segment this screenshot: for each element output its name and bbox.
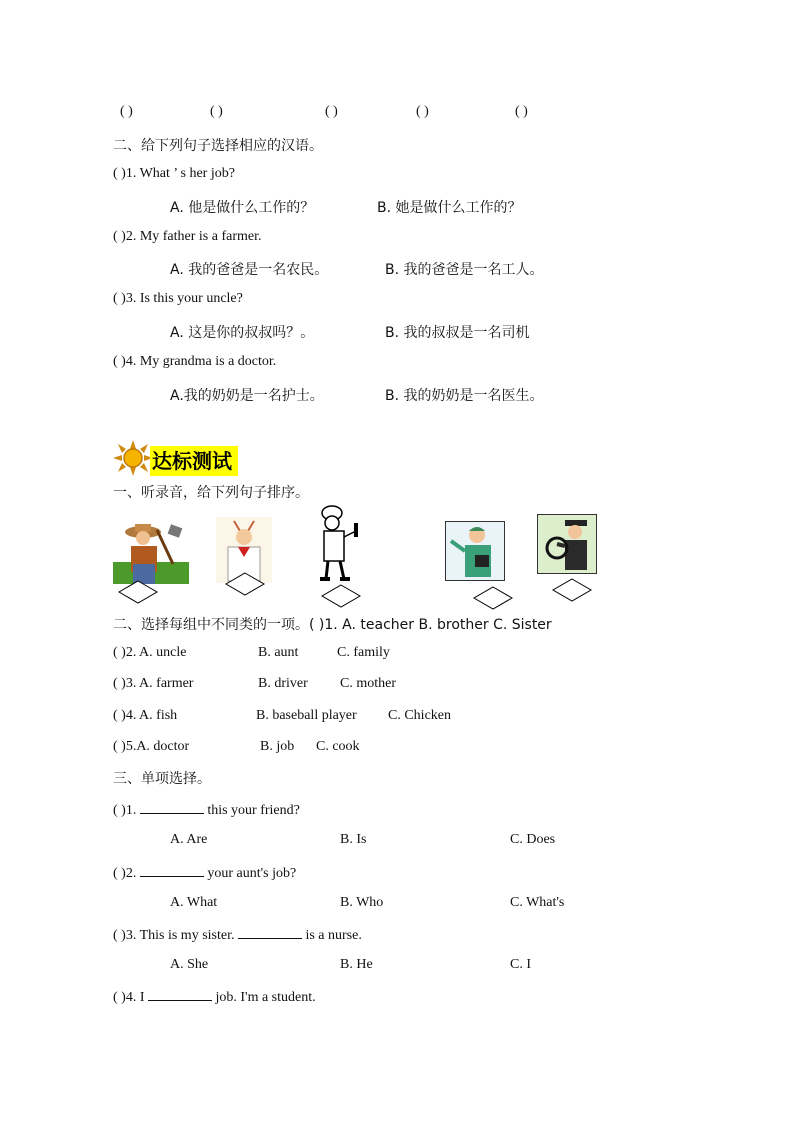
choice-q3: ( )3. This is my sister. is a nurse. xyxy=(113,928,362,943)
question-1: ( )1. What ’ s her job? xyxy=(113,166,235,181)
fill-blank[interactable] xyxy=(148,988,212,1001)
driver-picture xyxy=(537,514,597,578)
order-box-4[interactable] xyxy=(473,586,513,614)
odd-q4-b: B. baseball player xyxy=(256,708,357,723)
choice-q3-c: C. I xyxy=(510,957,531,972)
choice-q1-a: A. Are xyxy=(170,832,208,847)
answer-paren-1[interactable]: ( ) xyxy=(120,104,133,119)
answer-paren-4[interactable]: ( ) xyxy=(416,104,429,119)
odd-q5-b: B. job xyxy=(260,739,295,754)
odd-q2-c: C. family xyxy=(337,645,390,660)
answer-paren-3[interactable]: ( ) xyxy=(325,104,338,119)
choice-q3-b: B. He xyxy=(340,957,373,972)
question-3: ( )3. Is this your uncle? xyxy=(113,291,243,306)
teacher-picture xyxy=(445,521,505,585)
choice-q2: ( )2. your aunt's job? xyxy=(113,866,297,881)
odd-q2: ( )2. A. uncle xyxy=(113,645,187,660)
doctor-picture xyxy=(316,503,364,587)
choice-q2-c: C. What's xyxy=(510,895,565,910)
order-box-1[interactable] xyxy=(118,580,158,608)
option-b: B. 我的爸爸是一名工人。 xyxy=(385,262,544,278)
odd-q5-c: C. cook xyxy=(316,739,360,754)
choice-q1-c: C. Does xyxy=(510,832,556,847)
question-2: ( )2. My father is a farmer. xyxy=(113,229,262,244)
option-b: B. 她是做什么工作的？ xyxy=(377,200,522,216)
choice-q1-b: B. Is xyxy=(340,832,367,847)
choice-q1: ( )1. this your friend? xyxy=(113,803,300,818)
odd-q4: ( )4. A. fish xyxy=(113,708,178,723)
sun-icon xyxy=(113,440,153,480)
choice-q4: ( )4. I job. I'm a student. xyxy=(113,990,316,1005)
odd-q5: ( )5.A. doctor xyxy=(113,739,190,754)
odd-q2-b: B. aunt xyxy=(258,645,299,660)
single-choice-heading: 三、单项选择。 xyxy=(113,771,211,787)
section-heading: 二、给下列句子选择相应的汉语。 xyxy=(113,138,323,154)
order-box-3[interactable] xyxy=(321,584,361,612)
odd-q3-c: C. mother xyxy=(340,676,396,691)
order-box-5[interactable] xyxy=(552,578,592,606)
fill-blank[interactable] xyxy=(140,801,204,814)
option-b: B. 我的叔叔是一名司机 xyxy=(385,325,530,341)
option-a: A. 他是做什么工作的？ xyxy=(170,200,315,216)
section-banner: 达标测试 xyxy=(150,446,238,476)
odd-q3: ( )3. A. farmer xyxy=(113,676,194,691)
fill-blank[interactable] xyxy=(238,926,302,939)
listening-heading: 一、听录音，给下列句子排序。 xyxy=(113,485,309,501)
answer-paren-5[interactable]: ( ) xyxy=(515,104,528,119)
odd-one-out-heading: 二、选择每组中不同类的一项。( )1. A. teacher B. brother C. Sister xyxy=(113,617,552,633)
odd-q3-b: B. driver xyxy=(258,676,308,691)
option-a: A. 这是你的叔叔吗？。 xyxy=(170,325,315,341)
farmer-picture xyxy=(113,520,189,588)
choice-q2-a: A. What xyxy=(170,895,218,910)
odd-q4-c: C. Chicken xyxy=(388,708,451,723)
option-b: B. 我的奶奶是一名医生。 xyxy=(385,388,544,404)
option-a: A. 我的爸爸是一名农民。 xyxy=(170,262,329,278)
option-a: A.我的奶奶是一名护士。 xyxy=(170,388,324,404)
choice-q2-b: B. Who xyxy=(340,895,384,910)
choice-q3-a: A. She xyxy=(170,957,209,972)
answer-paren-2[interactable]: ( ) xyxy=(210,104,223,119)
fill-blank[interactable] xyxy=(140,864,204,877)
order-box-2[interactable] xyxy=(225,572,265,600)
question-4: ( )4. My grandma is a doctor. xyxy=(113,354,277,369)
